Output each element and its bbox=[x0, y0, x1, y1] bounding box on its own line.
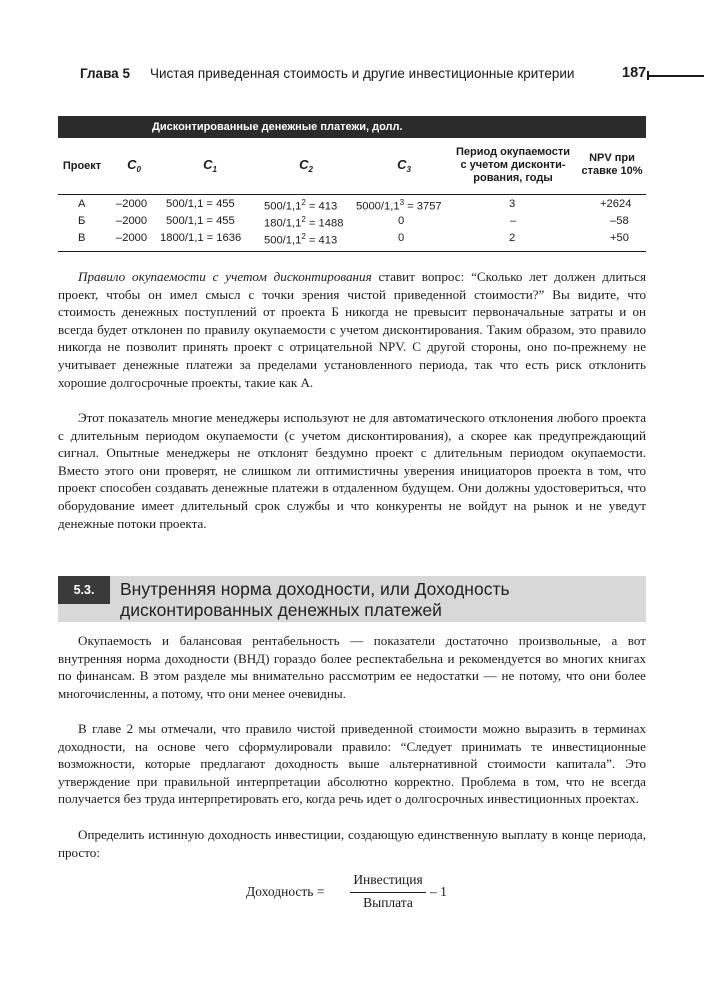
cell-payback: – bbox=[510, 215, 517, 227]
formula-denominator: Выплата bbox=[363, 895, 413, 910]
cell-project: В bbox=[78, 232, 86, 244]
table-banner bbox=[58, 116, 646, 138]
cell-c2: $500/1,1^2 = 413$ bbox=[264, 232, 338, 247]
cell-c0: –2000 bbox=[116, 198, 148, 210]
term-italic: Правило окупаемости с учетом дисконтирования bbox=[78, 269, 372, 284]
cell-c1: 500/1,1 = 455 bbox=[166, 198, 235, 210]
cell-project: Б bbox=[78, 215, 86, 227]
cell-c3: $5000/1,1^3 = 3757$ bbox=[356, 198, 442, 213]
section-title: Внутренняя норма доходности, или Доходность дисконтированных денежных платежей bbox=[120, 579, 510, 620]
chapter-title: Чистая приведенная стоимость и другие инвестиционные критерии bbox=[150, 66, 575, 81]
running-header bbox=[80, 64, 704, 86]
header-c3: $C_3$ bbox=[397, 157, 411, 175]
header-payback: Период окупаемости с учетом дисконти- рования, годы bbox=[455, 146, 571, 184]
header-npv: NPV при ставке 10% bbox=[581, 152, 643, 177]
formula-tail: – 1 bbox=[430, 884, 447, 899]
cell-payback: 3 bbox=[509, 198, 516, 210]
return-formula bbox=[246, 872, 466, 916]
cell-npv: –58 bbox=[610, 215, 629, 227]
cell-c3: 0 bbox=[398, 232, 405, 244]
paragraph-warning-signal: Этот показатель многие менеджеры используют не для автоматического отклонения любого проекта с длительным периодом окупаемости (с учетом дисконтирования), а скорее как предупреждающий сигнал. Опытные менеджеры не отклонят бездумно проект с длительным периодом окупаемости. Вместо этого они проверят, не слишком ли оптимистичны уверения инициаторов проекта в том, что проект способен создавать денежные платежи в отдаленном будущем. Они должны удостовериться, что оборудование имеет длительный срок службы и что конкуренты не войдут на рынок и не уведут денежные потоки проекта. bbox=[58, 410, 646, 531]
cell-c0: –2000 bbox=[116, 232, 148, 244]
chapter-label: Глава 5 bbox=[80, 66, 130, 81]
header-c0: $C_0$ bbox=[127, 157, 141, 175]
formula-fraction-bar bbox=[350, 892, 426, 893]
paragraph-text: ставит вопрос: “Сколько лет должен длиться проект, чтобы он имел смысл с точки зрения чистой приведенной стоимости?” Вы видите, что стоимость денежных поступлений от проекта Б никогда не превысит первоначальные затраты и он всегда будет отклонен по правилу окупаемости с учетом дисконтирования. Таким образом, это правило никогда не позволит принять проект с отрицательной NPV. С другой стороны, оно по-прежнему не учитывает денежные платежи за пределами установленного периода, так что есть риск отклонить хорошие долгосрочные проекты, такие как А. bbox=[58, 269, 646, 390]
header-c2: $C_2$ bbox=[299, 157, 313, 175]
paragraph-irr-intro: Окупаемость и балансовая рентабельность — показатели достаточно произвольные, а вот внутренняя норма доходности (ВНД) гораздо более респектабельна и рекомендуется во многих книгах по финансам. В этом разделе мы внимательно рассмотрим ее недостатки — не потому, что они более многочисленны, а потому, что они менее очевидны. bbox=[58, 633, 646, 701]
cell-c3: 0 bbox=[398, 215, 405, 227]
page-number: 187 bbox=[622, 65, 647, 81]
table-bottom-rule bbox=[58, 251, 646, 252]
header-rule bbox=[648, 75, 704, 77]
header-project: Проект bbox=[62, 160, 102, 172]
paragraph-true-return: Определить истинную доходность инвестиции, создающую единственную выплату в конце периода, просто: bbox=[58, 827, 646, 860]
discounted-cashflow-table bbox=[58, 116, 646, 252]
table-row bbox=[58, 231, 646, 251]
cell-payback: 2 bbox=[509, 232, 516, 244]
section-number: 5.3. bbox=[58, 576, 110, 604]
table-row bbox=[58, 197, 646, 214]
cell-c2: $500/1,1^2 = 413$ bbox=[264, 198, 338, 213]
cell-c0: –2000 bbox=[116, 215, 148, 227]
cell-npv: +50 bbox=[610, 232, 629, 244]
cell-project: А bbox=[78, 198, 86, 210]
header-c1: $C_1$ bbox=[203, 157, 217, 175]
formula-numerator: Инвестиция bbox=[353, 872, 423, 887]
cell-npv: +2624 bbox=[600, 198, 632, 210]
section-heading bbox=[58, 576, 646, 622]
cell-c1: 500/1,1 = 455 bbox=[166, 215, 235, 227]
table-banner-text: Дисконтированные денежные платежи, долл. bbox=[152, 121, 403, 133]
table-row bbox=[58, 214, 646, 231]
paragraph-chapter2-rule: В главе 2 мы отмечали, что правило чистой приведенной стоимости можно выразить в терминах доходности, на основе чего сформулировали правило: “Следует принимать те инвестиционные возможности, которые предлагают доходность выше альтернативной стоимости капитала”. Это утверждение при правильной интерпретации абсолютно корректно. Проблема в том, что не всегда получается без труда интерпретировать его, когда речь идет о долгосрочных инвестиционных проектах. bbox=[58, 721, 646, 807]
paragraph-payback-rule bbox=[58, 268, 646, 391]
cell-c2: $180/1,1^2 = 1488$ bbox=[264, 215, 344, 230]
table-header bbox=[58, 138, 646, 195]
formula-lhs: Доходность = bbox=[246, 884, 325, 899]
cell-c1: 1800/1,1 = 1636 bbox=[160, 232, 242, 244]
